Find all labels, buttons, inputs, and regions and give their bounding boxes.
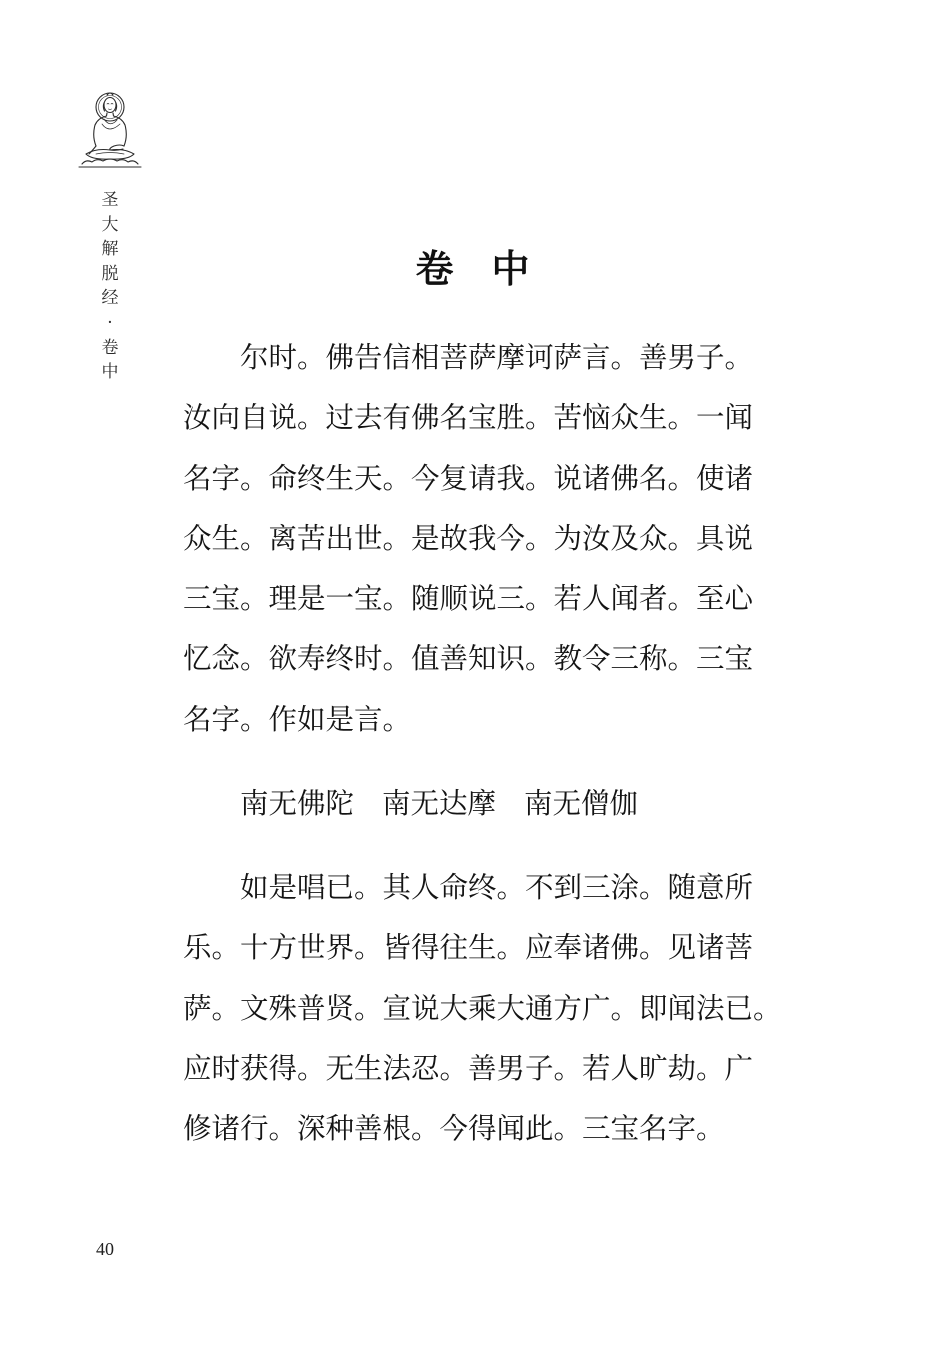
invocation-buddha: 南无佛陀 <box>240 787 355 820</box>
text-line: 名字。命终生天。今复请我。说诸佛名。使诸 <box>183 461 754 495</box>
side-title-char: 卷 <box>101 337 119 358</box>
text-line: 尔时。佛告信相菩萨摩诃萨言。善男子。 <box>240 341 754 374</box>
text-line: 乐。十方世界。皆得往生。应奉诸佛。见诸菩 <box>183 931 754 965</box>
text-line <box>183 774 775 834</box>
chapter-title-char: 中 <box>491 246 530 292</box>
paragraph-1 <box>183 328 775 750</box>
invocation-sangha: 南无僧伽 <box>524 787 639 820</box>
paragraph-2 <box>183 858 782 1159</box>
invocation-dharma: 南无达摩 <box>382 787 497 820</box>
text-line: 忆念。欲寿终时。值善知识。教令三称。三宝 <box>183 642 754 676</box>
text-line: 修诸行。深种善根。今得闻此。三宝名字。 <box>183 1112 725 1146</box>
side-title-char: · <box>107 312 113 333</box>
side-title-char: 中 <box>101 362 119 383</box>
text-line: 汝向自说。过去有佛名宝胜。苦恼众生。一闻 <box>183 401 754 435</box>
page-number: 40 <box>96 1239 114 1259</box>
chapter-title <box>0 243 945 295</box>
chapter-title-char: 卷 <box>415 246 454 292</box>
text-line: 萨。文殊普贤。宣说大乘大通方广。即闻法已。 <box>183 991 782 1025</box>
text-line: 如是唱已。其人命终。不到三涂。随意所 <box>240 871 754 904</box>
invocation-line <box>183 774 775 834</box>
text-line: 名字。作如是言。 <box>183 702 412 736</box>
side-title-char: 圣 <box>101 190 119 210</box>
side-title-char: 大 <box>101 214 119 235</box>
seated-buddha-icon <box>76 88 144 170</box>
side-title-char: 解 <box>101 239 119 260</box>
side-title-char: 经 <box>101 288 119 309</box>
text-line: 众生。离苦出世。是故我今。为汝及众。具说 <box>183 521 754 555</box>
side-title-char: 脱 <box>101 263 119 284</box>
text-line: 三宝。理是一宝。随顺说三。若人闻者。至心 <box>183 582 754 616</box>
text-line: 应时获得。无生法忍。善男子。若人旷劫。广 <box>183 1051 754 1085</box>
